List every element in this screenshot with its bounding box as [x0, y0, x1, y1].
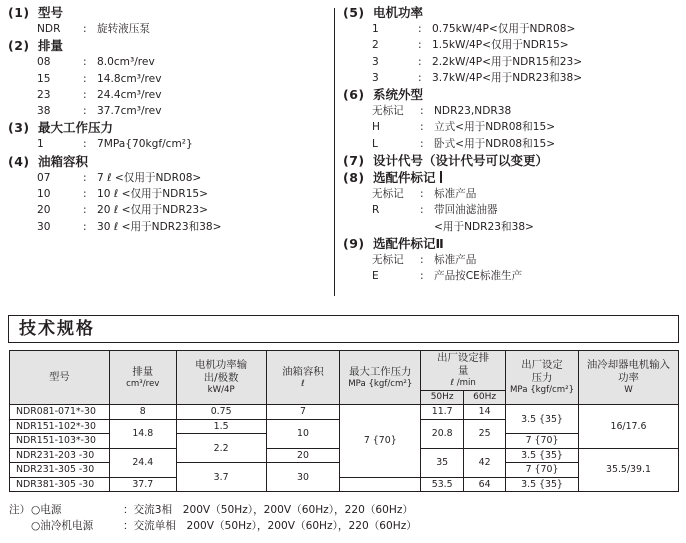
header-60hz: 60Hz	[464, 391, 506, 405]
spec-title-box	[8, 315, 679, 343]
section-number: (1)	[8, 5, 30, 20]
section-title: 油箱容积	[38, 153, 89, 169]
spec-table	[9, 350, 679, 492]
table-row: NDR381-305 -30 37.7 53.5 64 3.5 {35}	[10, 477, 679, 492]
left-column	[8, 4, 328, 235]
table-row: NDR151-103*-30 2.2 7 {70}	[10, 434, 679, 449]
spec-title: 技术规格	[19, 319, 95, 339]
option-line: R : 带回油滤油器	[372, 204, 498, 217]
section-title: 最大工作压力	[38, 120, 114, 136]
section-title: 型号	[38, 5, 64, 20]
option-line: 10 : 10 ℓ <仅用于NDR15>	[37, 188, 209, 201]
section-model	[8, 4, 328, 37]
table-row: NDR231-203 -30 24.4 20 35 42 3.5 {35} 35.5/39.1	[10, 448, 679, 463]
option-line: <用于NDR23和38>	[434, 220, 534, 233]
roman-one-mark	[440, 171, 442, 183]
option-line: 07 : 7 ℓ <仅用于NDR08>	[37, 171, 202, 184]
section-design-code	[343, 152, 678, 169]
option-line: H : 立式<用于NDR08和15>	[372, 121, 556, 134]
notes	[9, 502, 417, 534]
option-line: 无标记 : NDR23,NDR38	[372, 105, 512, 118]
header-displacement: 排量 cm³/rev	[109, 351, 176, 405]
option-line: L : 卧式<用于NDR08和15>	[372, 137, 556, 150]
option-line: 2 : 1.5kW/4P<仅用于NDR15>	[372, 39, 569, 52]
right-column	[343, 4, 678, 285]
section-number: (5)	[343, 5, 365, 20]
section-title: 电机功率	[373, 5, 424, 20]
header-cooler: 油冷却器电机输入功率 W	[578, 351, 678, 405]
option-line: 15 : 14.8cm³/rev	[37, 72, 162, 85]
option-line: 3 : 3.7kW/4P<用于NDR23和38>	[372, 71, 583, 84]
table-row: NDR151-102*-30 14.8 1.5 10 20.8 25	[10, 419, 679, 434]
column-divider	[334, 8, 335, 296]
table-row: NDR081-071*-30 8 0.75 7 7 {70} 11.7 14 3.5 {35} 16/17.6	[10, 405, 679, 420]
option-line: 30 : 30 ℓ <用于NDR23和38>	[37, 220, 222, 233]
section-title: 选配件标记Ⅱ	[373, 235, 444, 251]
section-title: 系统外型	[373, 87, 424, 103]
option-line: 20 : 20 ℓ <仅用于NDR23>	[37, 204, 209, 217]
header-flow: 出厂设定排量 ℓ /min	[421, 351, 506, 391]
header-motor: 电机功率输出/极数 kW/4P	[176, 351, 266, 405]
section-max-pressure	[8, 119, 328, 152]
header-50hz: 50Hz	[421, 391, 464, 405]
section-option-1	[343, 169, 678, 235]
option-line: 1 : 7MPa{70kgf/cm²}	[37, 138, 193, 151]
note-row: 注） ○电源 ：交流3相 200V（50Hz），200V（60Hz），220（60Hz）	[9, 504, 414, 516]
section-number: (7)	[343, 153, 365, 169]
header-tank: 油箱容积 ℓ	[266, 351, 340, 405]
table-row: NDR231-305 -30 3.7 30 7 {70}	[10, 463, 679, 478]
note-row: ○油冷机电源 ：交流单相 200V（50Hz），200V（60Hz），220（60Hz）	[31, 520, 417, 532]
section-displacement	[8, 37, 328, 119]
option-line: 3 : 2.2kW/4P<用于NDR15和23>	[372, 55, 583, 68]
header-model: 型号	[10, 351, 110, 405]
section-number: (3)	[8, 120, 30, 136]
header-max-pressure: 最大工作压力 MPa {kgf/cm²}	[340, 351, 421, 405]
option-line: 38 : 37.7cm³/rev	[37, 105, 162, 118]
section-number: (9)	[343, 235, 365, 251]
section-title: 设计代号（设计代号可以变更）	[373, 153, 549, 169]
option-line: 无标记 : 标准产品	[372, 188, 477, 201]
section-system-type	[343, 86, 678, 152]
option-line: 08 : 8.0cm³/rev	[37, 56, 155, 69]
option-line: NDR : 旋转液压泵	[37, 23, 150, 35]
max-pressure-cell: 7 {70}	[340, 405, 421, 478]
option-line: 无标记 : 标准产品	[372, 253, 477, 266]
section-tank	[8, 153, 328, 235]
option-line: E : 产品按CE标准生产	[372, 270, 523, 283]
section-title: 选配件标记	[373, 170, 436, 186]
option-line: 1 : 0.75kW/4P<仅用于NDR08>	[372, 23, 576, 35]
section-number: (8)	[343, 170, 365, 186]
option-line: 23 : 24.4cm³/rev	[37, 88, 162, 101]
section-title: 排量	[38, 38, 64, 54]
section-option-2	[343, 235, 678, 285]
section-number: (4)	[8, 153, 30, 169]
section-number: (6)	[343, 87, 365, 103]
section-number: (2)	[8, 38, 30, 54]
header-set-pressure: 出厂设定压力 MPa {kgf/cm²}	[506, 351, 579, 405]
section-motor	[343, 4, 678, 86]
